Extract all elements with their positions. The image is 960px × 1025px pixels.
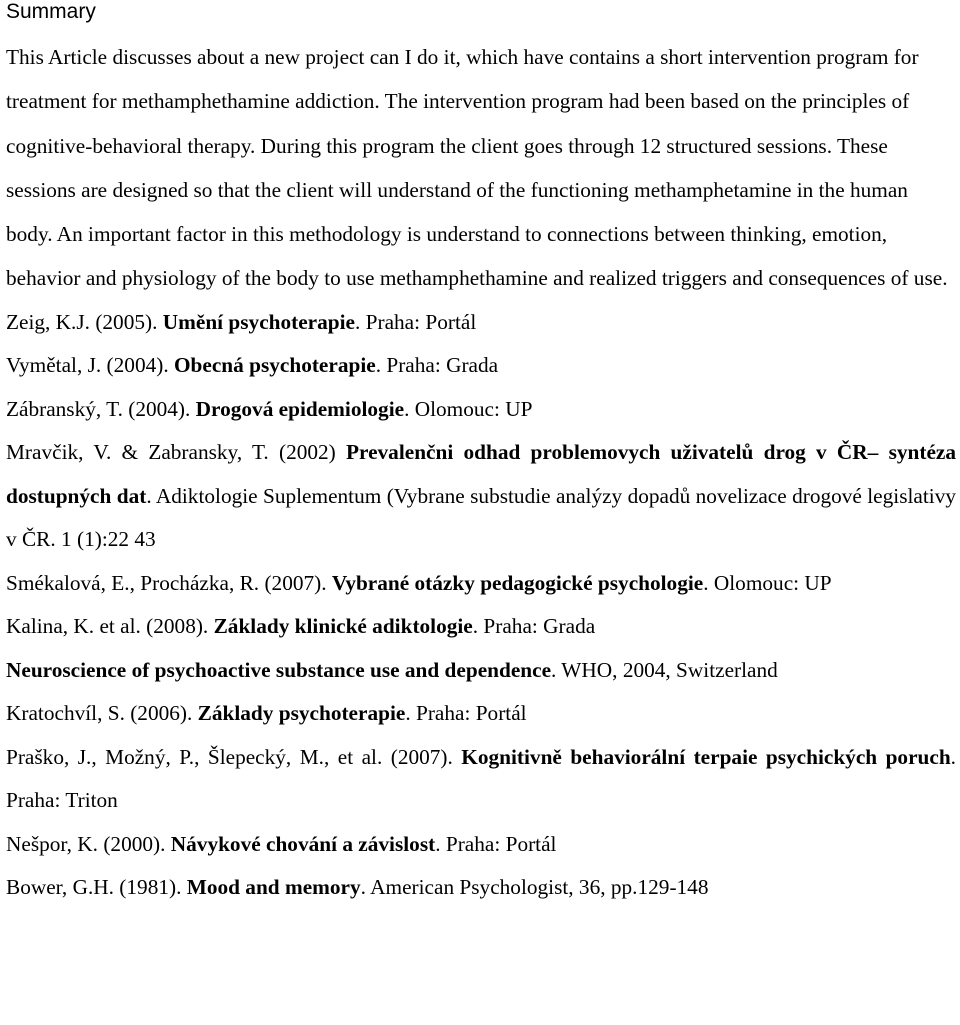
reference-item: Bower, G.H. (1981). Mood and memory. American Psychologist, 36, pp.129-148 [6, 875, 709, 900]
reference-item: Kratochvíl, S. (2006). Základy psychoterapie. Praha: Portál [6, 701, 527, 726]
document-page [6, 0, 956, 910]
reference-title: Drogová epidemiologie [195, 396, 405, 421]
reference-item: Vymětal, J. (2004). Obecná psychoterapie. Praha: Grada [6, 353, 499, 378]
reference-title: Umění psychoterapie [162, 309, 355, 334]
summary-paragraph: This Article discusses about a new project can I do it, which have contains a short intervention program for treatment for methamphethamine addiction. The intervention program had been based on the principles of cognitive-behavioral therapy. During this program the client goes through 12 structured sessions. These sessions are designed so that the client will understand of the functioning methamphetamine in the human body. An important factor in this methodology is understand to connections between thinking, emotion, behavior and physiology of the body to use methamphethamine and realized triggers and consequences of use. [6, 45, 948, 291]
reference-title: Prevalenčni odhad problemovych uživatelů drog v ČR– syntéza dostupných dat [6, 440, 956, 508]
reference-item: Neuroscience of psychoactive substance use and dependence. WHO, 2004, Switzerland [6, 657, 778, 682]
reference-title: Kognitivně behaviorální terpaie psychických poruch [461, 744, 951, 769]
summary-heading: Summary [6, 0, 96, 23]
reference-item: Kalina, K. et al. (2008). Základy klinické adiktologie. Praha: Grada [6, 614, 596, 639]
reference-title: Základy klinické adiktologie [213, 614, 473, 639]
reference-title: Vybrané otázky pedagogické psychologie [331, 570, 704, 595]
reference-item: Mravčik, V. & Zabransky, T. (2002) Prevalenčni odhad problemovych uživatelů drog v ČR– syntéza dostupných dat. Adiktologie Suplementum (Vybrane substudie analýzy dopadů novelizace drogové legislativy v ČR. 1 (1):22 43 [6, 440, 956, 552]
reference-title: Neuroscience of psychoactive substance use and dependence [6, 657, 552, 682]
reference-title: Obecná psychoterapie [173, 353, 376, 378]
reference-item: Nešpor, K. (2000). Návykové chování a závislost. Praha: Portál [6, 831, 557, 856]
reference-item: Zeig, K.J. (2005). Umění psychoterapie. Praha: Portál [6, 309, 477, 334]
reference-item: Smékalová, E., Procházka, R. (2007). Vybrané otázky pedagogické psychologie. Olomouc: UP [6, 570, 832, 595]
reference-title: Základy psychoterapie [197, 701, 406, 726]
reference-item: Zábranský, T. (2004). Drogová epidemiologie. Olomouc: UP [6, 396, 533, 421]
reference-title: Návykové chování a závislost [170, 831, 436, 856]
reference-title: Mood and memory [186, 875, 361, 900]
reference-list [6, 301, 956, 910]
reference-item: Praško, J., Možný, P., Šlepecký, M., et al. (2007). Kognitivně behaviorální terpaie psychických poruch. Praha: Triton [6, 744, 956, 813]
